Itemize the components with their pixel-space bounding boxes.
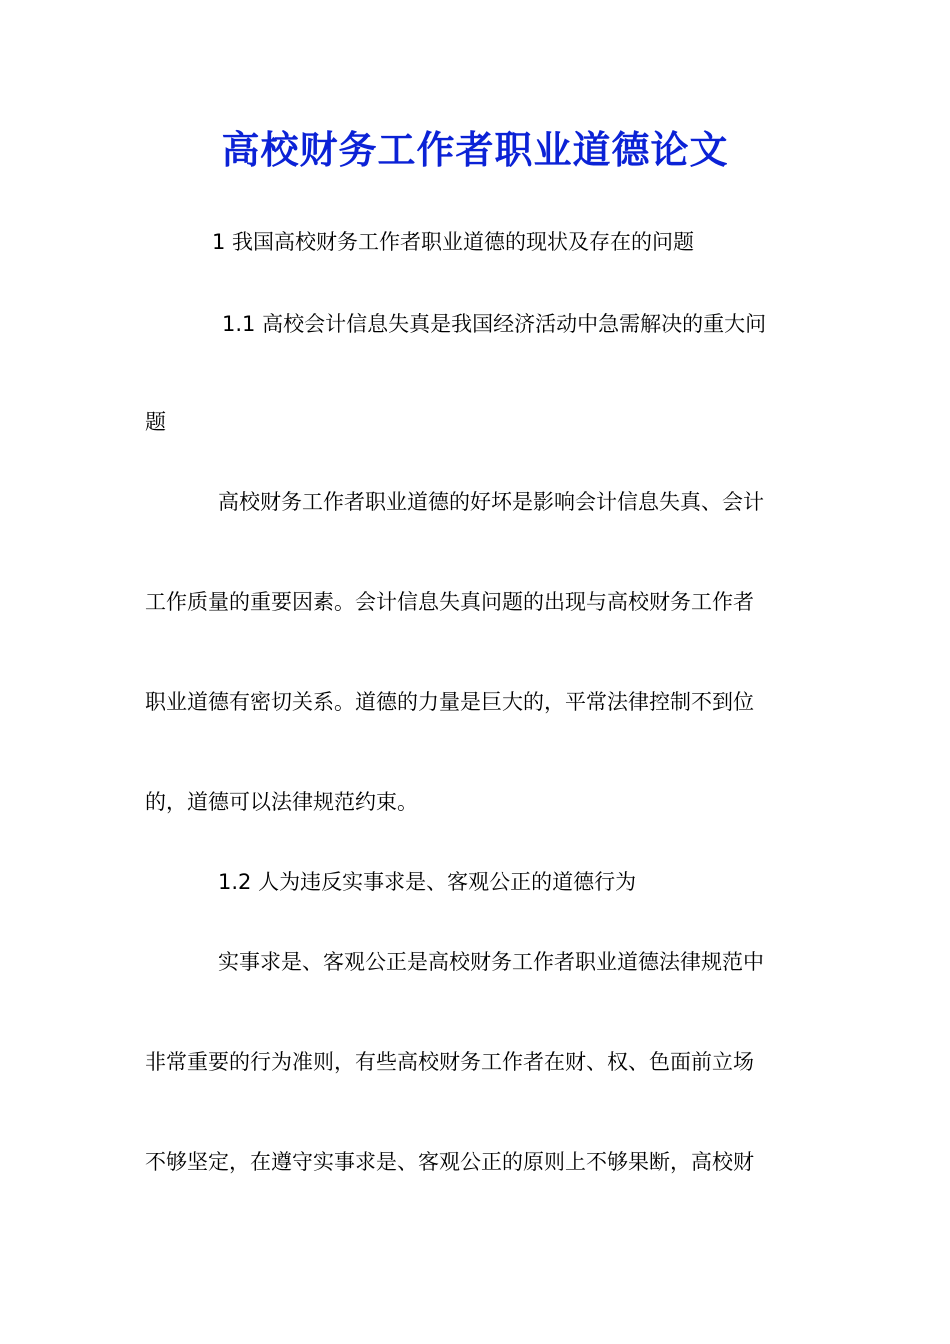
- paragraph-line: 职业道德有密切关系。道德的力量是巨大的，平常法律控制不到位: [145, 690, 754, 714]
- subsection-heading-1-2: 1.2 人为违反实事求是、客观公正的道德行为: [218, 870, 637, 894]
- paragraph-line: 实事求是、客观公正是高校财务工作者职业道德法律规范中: [218, 950, 764, 974]
- paragraph-line: 工作质量的重要因素。会计信息失真问题的出现与高校财务工作者: [145, 590, 754, 614]
- paragraph-line: 的，道德可以法律规范约束。: [145, 790, 418, 814]
- paragraph-line: 不够坚定，在遵守实事求是、客观公正的原则上不够果断，高校财: [145, 1150, 754, 1174]
- subsection-heading-1-1: 1.1 高校会计信息失真是我国经济活动中急需解决的重大问: [222, 312, 767, 336]
- paragraph-line: 高校财务工作者职业道德的好坏是影响会计信息失真、会计: [218, 490, 764, 514]
- paragraph-line: 非常重要的行为准则，有些高校财务工作者在财、权、色面前立场: [145, 1050, 754, 1074]
- section-heading-1: 1 我国高校财务工作者职业道德的现状及存在的问题: [212, 230, 695, 254]
- document-title: 高校财务工作者职业道德论文: [221, 127, 729, 172]
- subsection-heading-1-1-continued: 题: [145, 410, 166, 434]
